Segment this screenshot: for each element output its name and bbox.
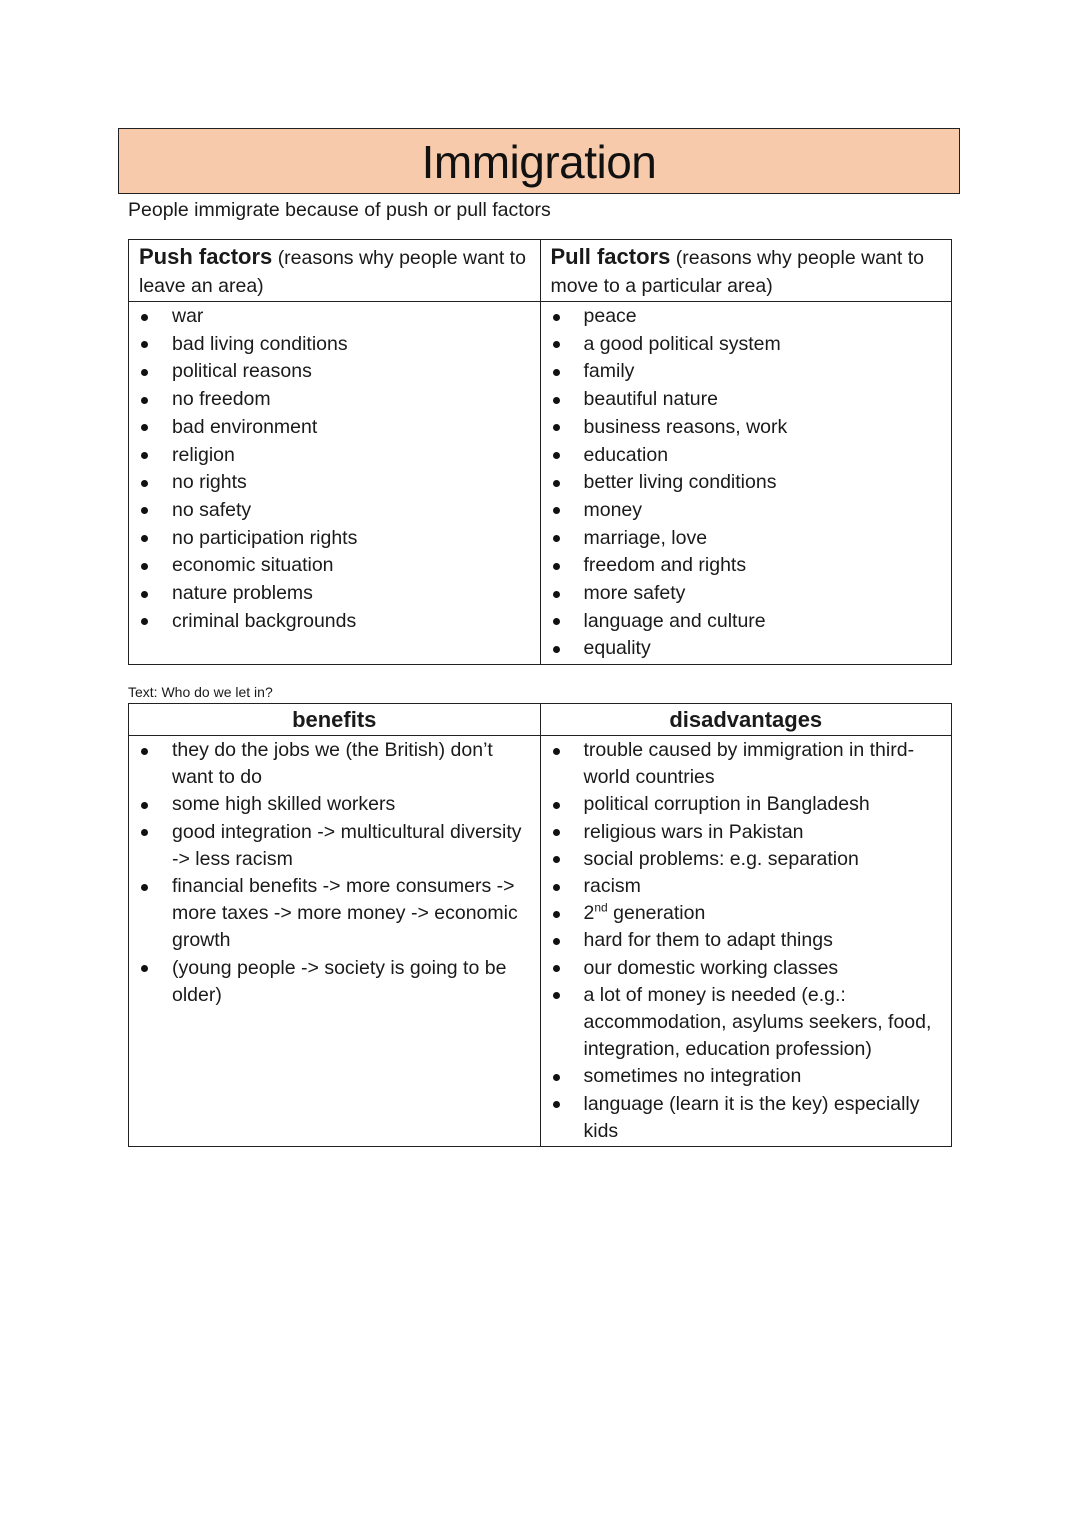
list-item xyxy=(541,900,944,927)
list-item: more safety xyxy=(541,580,944,608)
push-header xyxy=(129,240,541,302)
list-item: language (learn it is the key) especially kids xyxy=(541,1091,944,1145)
list-item: bad environment xyxy=(129,414,532,442)
push-heading: Push factors xyxy=(139,244,273,269)
list-item: family xyxy=(541,358,944,386)
list-item: equality xyxy=(541,635,944,663)
list-item: freedom and rights xyxy=(541,552,944,580)
list-item: war xyxy=(129,303,532,331)
generation-number: 2 xyxy=(583,902,595,925)
pull-list-cell xyxy=(540,302,952,665)
list-item: good integration -> multicultural diversity -> less racism xyxy=(129,819,532,873)
generation-text: generation xyxy=(607,902,706,925)
pull-header xyxy=(540,240,952,302)
list-item: trouble caused by immigration in third-world countries xyxy=(541,737,944,791)
pull-list xyxy=(541,302,952,664)
list-item: hard for them to adapt things xyxy=(541,927,944,954)
push-subtitle: (reasons why people want to leave an area) xyxy=(139,247,526,297)
page-title: Immigration xyxy=(421,136,657,188)
list-item: bad living conditions xyxy=(129,331,532,359)
list-item: criminal backgrounds xyxy=(129,608,532,636)
list-item: religious wars in Pakistan xyxy=(541,819,944,846)
list-item: no safety xyxy=(129,497,532,525)
disadvantages-heading: disadvantages xyxy=(540,704,952,736)
list-item: beautiful nature xyxy=(541,386,944,414)
list-item: marriage, love xyxy=(541,525,944,553)
benefits-list-cell xyxy=(129,736,541,1147)
list-item: some high skilled workers xyxy=(129,791,532,818)
list-item: language and culture xyxy=(541,608,944,636)
list-item: sometimes no integration xyxy=(541,1063,944,1090)
disadvantages-list-cell xyxy=(540,736,952,1147)
list-item: no freedom xyxy=(129,386,532,414)
pull-subtitle: (reasons why people want to move to a particular area) xyxy=(550,247,924,297)
list-item: social problems: e.g. separation xyxy=(541,846,944,873)
list-item: nature problems xyxy=(129,580,532,608)
list-item: money xyxy=(541,497,944,525)
disadvantages-list xyxy=(541,736,952,1146)
list-item: no rights xyxy=(129,469,532,497)
list-item: economic situation xyxy=(129,552,532,580)
pull-heading: Pull factors xyxy=(550,244,671,269)
push-list xyxy=(129,302,540,636)
list-item: our domestic working classes xyxy=(541,955,944,982)
list-item: religion xyxy=(129,442,532,470)
list-item: business reasons, work xyxy=(541,414,944,442)
list-item: political corruption in Bangladesh xyxy=(541,791,944,818)
benefits-disadvantages-table xyxy=(128,703,952,1147)
list-item: education xyxy=(541,442,944,470)
push-list-cell xyxy=(129,302,541,665)
list-item: peace xyxy=(541,303,944,331)
title-banner xyxy=(118,128,960,194)
list-item: a lot of money is needed (e.g.: accommodation, asylums seekers, food, integration, education profession) xyxy=(541,982,944,1064)
generation-suffix: nd xyxy=(594,900,608,915)
intro-text: People immigrate because of push or pull factors xyxy=(128,199,551,221)
list-item: a good political system xyxy=(541,331,944,359)
benefits-heading: benefits xyxy=(129,704,541,736)
list-item: financial benefits -> more consumers -> more taxes -> more money -> economic growth xyxy=(129,873,532,955)
list-item: better living conditions xyxy=(541,469,944,497)
list-item: racism xyxy=(541,873,944,900)
list-item: they do the jobs we (the British) don’t want to do xyxy=(129,737,532,791)
factors-table xyxy=(128,239,952,665)
list-item: (young people -> society is going to be older) xyxy=(129,955,532,1009)
list-item: no participation rights xyxy=(129,525,532,553)
benefits-list xyxy=(129,736,540,1010)
list-item: political reasons xyxy=(129,358,532,386)
text-source-label: Text: Who do we let in? xyxy=(128,684,273,700)
